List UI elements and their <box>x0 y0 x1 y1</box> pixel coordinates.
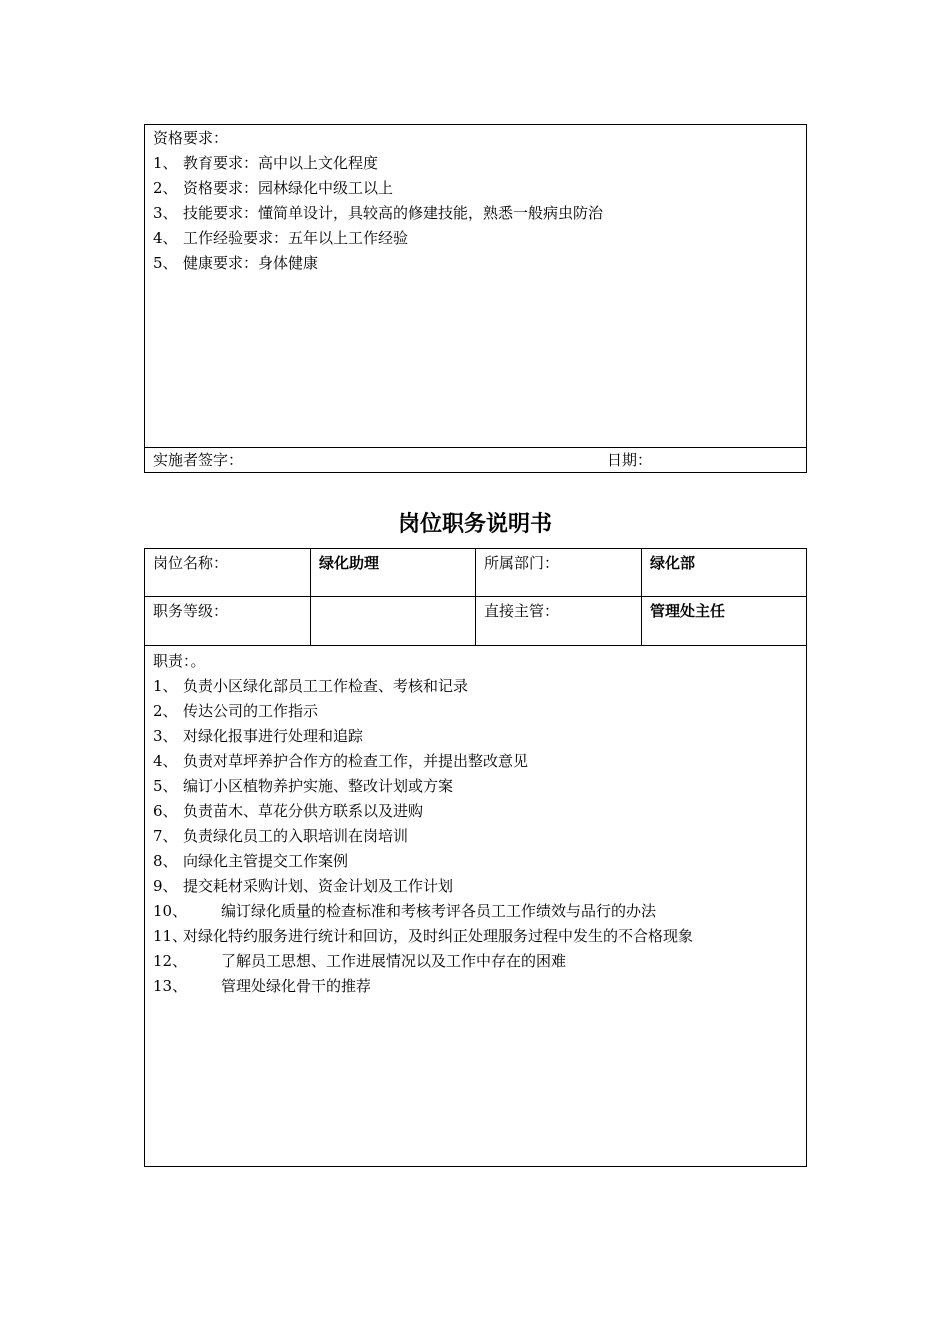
item-number: 2、 <box>153 179 178 197</box>
item-number: 1、 <box>153 154 178 172</box>
item-text: 对绿化特约服务进行统计和回访，及时纠正处理服务过程中发生的不合格现象 <box>183 927 694 945</box>
signature-label: 实施者签字： <box>153 451 244 469</box>
list-item <box>153 724 363 749</box>
item-text: 编订小区植物养护实施、整改计划或方案 <box>183 777 454 795</box>
item-number: 2、 <box>153 702 178 720</box>
item-number: 4、 <box>153 752 178 770</box>
dept-value: 绿化部 <box>650 554 696 572</box>
item-text: 负责小区绿化部员工工作检查、考核和记录 <box>183 677 469 695</box>
qualifications-header: 资格要求： <box>153 129 229 147</box>
item-text: 管理处绿化骨干的推荐 <box>221 977 372 995</box>
item-number: 5、 <box>153 254 178 272</box>
page-title: 岗位职务说明书 <box>397 511 552 537</box>
dept-label: 所属部门： <box>484 554 560 572</box>
list-item <box>153 924 693 949</box>
item-text: 工作经验要求：五年以上工作经验 <box>183 229 409 247</box>
qualifications-box <box>144 124 807 473</box>
item-number: 8、 <box>153 852 178 870</box>
list-item <box>153 699 318 724</box>
list-item <box>153 899 656 924</box>
list-item <box>153 151 378 176</box>
divider <box>475 549 476 645</box>
divider <box>641 549 642 645</box>
list-item <box>153 176 393 201</box>
supervisor-value: 管理处主任 <box>650 602 726 620</box>
item-number: 4、 <box>153 229 178 247</box>
divider <box>310 549 311 645</box>
list-item <box>153 674 468 699</box>
item-text: 对绿化报事进行处理和追踪 <box>183 727 364 745</box>
item-number: 7、 <box>153 827 178 845</box>
item-text: 健康要求：身体健康 <box>183 254 319 272</box>
item-number: 3、 <box>153 727 178 745</box>
list-item <box>153 849 348 874</box>
divider <box>145 645 806 646</box>
item-text: 了解员工思想、工作进展情况以及工作中存在的困难 <box>221 952 567 970</box>
item-number: 6、 <box>153 802 178 820</box>
item-text: 技能要求：懂简单设计，具较高的修建技能，熟悉一般病虫防治 <box>183 204 604 222</box>
item-text: 负责苗木、草花分供方联系以及进购 <box>183 802 424 820</box>
item-number: 3、 <box>153 204 178 222</box>
list-item <box>153 974 371 999</box>
item-number: 10、 <box>153 902 188 920</box>
item-number: 1、 <box>153 677 178 695</box>
list-item <box>153 774 453 799</box>
item-text: 编订绿化质量的检查标准和考核考评各员工工作绩效与品行的办法 <box>221 902 657 920</box>
list-item <box>153 799 423 824</box>
item-number: 13、 <box>153 977 188 995</box>
item-number: 11、 <box>153 927 188 945</box>
list-item <box>153 874 453 899</box>
item-number: 9、 <box>153 877 178 895</box>
item-number: 5、 <box>153 777 178 795</box>
list-item <box>153 226 408 251</box>
list-item <box>153 749 528 774</box>
list-item <box>153 201 603 226</box>
list-item <box>153 824 408 849</box>
item-text: 资格要求：园林绿化中级工以上 <box>183 179 394 197</box>
list-item <box>153 949 566 974</box>
date-label: 日期： <box>607 451 653 469</box>
item-text: 向绿化主管提交工作案例 <box>183 852 349 870</box>
grade-label: 职务等级： <box>153 602 229 620</box>
divider <box>145 447 806 448</box>
duties-header: 职责：。 <box>153 652 206 670</box>
item-text: 教育要求：高中以上文化程度 <box>183 154 379 172</box>
list-item <box>153 251 318 276</box>
job-spec-table <box>144 548 807 1167</box>
item-text: 负责绿化员工的入职培训在岗培训 <box>183 827 409 845</box>
position-value: 绿化助理 <box>319 554 380 572</box>
position-label: 岗位名称： <box>153 554 229 572</box>
supervisor-label: 直接主管： <box>484 602 560 620</box>
item-number: 12、 <box>153 952 188 970</box>
item-text: 传达公司的工作指示 <box>183 702 319 720</box>
item-text: 提交耗材采购计划、资金计划及工作计划 <box>183 877 454 895</box>
item-text: 负责对草坪养护合作方的检查工作，并提出整改意见 <box>183 752 529 770</box>
